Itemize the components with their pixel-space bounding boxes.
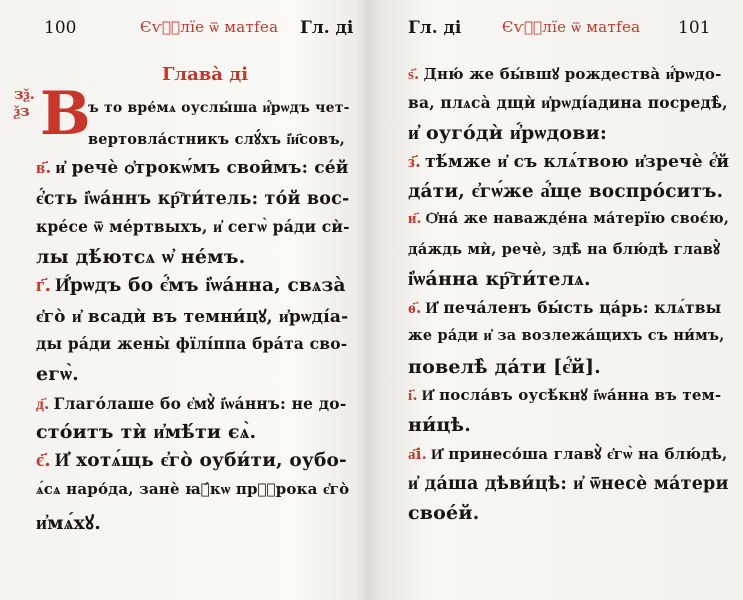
text-line bbox=[408, 444, 727, 464]
verse-text: ва, плѧса̀ дщѝ и҆рѡді́адина посредѣ̀, bbox=[408, 93, 728, 113]
text-line bbox=[408, 414, 471, 436]
text-line bbox=[408, 298, 721, 318]
verse-text: є҆го̀ и҆ всадѝ въ темни́цꙋ, и҆рѡді́а- bbox=[36, 307, 349, 328]
text-line bbox=[36, 509, 101, 535]
verse-text: да́ти, є҆гѡ́же а҆́ще воспро́ситъ. bbox=[408, 180, 724, 202]
text-line bbox=[408, 385, 721, 405]
left-page bbox=[0, 0, 365, 600]
running-title: Єѵⷢ҇лїе ѿ матfеа bbox=[502, 18, 641, 36]
text-line bbox=[36, 450, 347, 472]
text-line bbox=[408, 122, 607, 145]
text-line bbox=[36, 188, 349, 209]
verse-text: кре́се ѿ ме́ртвыхъ, и҆ сегѡ̀ ра́ди сѝ- bbox=[36, 216, 350, 236]
margin-reading-note bbox=[14, 86, 35, 120]
verse-number: ѳ҃. bbox=[408, 297, 422, 317]
text-line bbox=[36, 217, 350, 237]
verse-text: и҆ оуго́дѝ и҆́рѡдови: bbox=[408, 122, 608, 145]
verse-text: є҆́сть і҆ѡа́ннъ кр҇ти́тель: то́й вос- bbox=[36, 188, 350, 209]
verse-number: г҃. bbox=[36, 275, 52, 297]
verse-text: И҆ хотѧ́щь є҆го̀ оуби́ти, оубо- bbox=[54, 450, 347, 472]
verse-text: и҆ да́ша дѣви́цѣ: и҆ ѿнесѐ ма́тери bbox=[408, 473, 729, 494]
text-line bbox=[88, 129, 345, 149]
verse-text: ни́цѣ. bbox=[408, 414, 472, 437]
verse-text: И҆ принесо́ша главꙋ̀ є҆гѡ̀ на блю́дѣ, bbox=[431, 444, 728, 463]
verse-number: д҃. bbox=[36, 394, 50, 413]
text-line bbox=[36, 392, 346, 414]
text-line bbox=[36, 275, 346, 297]
text-line bbox=[88, 100, 350, 117]
right-header bbox=[378, 18, 743, 46]
verse-text: вертовла́стникъ слꙋ́хъ і҆и҃совъ, bbox=[88, 131, 346, 149]
text-line bbox=[408, 93, 728, 113]
text-line bbox=[408, 356, 601, 379]
margin-note-line: ѯз bbox=[14, 102, 30, 120]
verse-number: а҃і. bbox=[408, 444, 428, 463]
page-number: 100 bbox=[44, 18, 77, 38]
verse-number: в҃. bbox=[36, 158, 52, 179]
verse-text: свое́й. bbox=[408, 502, 480, 524]
text-line bbox=[408, 152, 729, 172]
text-line bbox=[408, 210, 729, 228]
text-line bbox=[408, 327, 725, 345]
chapter-reference: Гл. ді bbox=[300, 18, 354, 38]
margin-note-line: зѯ. bbox=[14, 85, 35, 103]
text-line bbox=[36, 480, 349, 499]
verse-text: егѡ̀. bbox=[36, 362, 79, 385]
verse-text: же ра́ди и҆ за возлежа́щихъ съ ни́мъ, bbox=[408, 326, 725, 344]
right-page bbox=[378, 0, 743, 600]
verse-text: ѧ́сѧ наро́да, занѐ ꙗ҆́кѡ прⷪ҇рока є҆го̀ bbox=[36, 479, 350, 498]
verse-number: є҃. bbox=[36, 450, 51, 472]
text-line bbox=[408, 502, 479, 524]
chapter-reference: Гл. ді bbox=[408, 18, 462, 38]
text-line bbox=[408, 239, 720, 259]
verse-text: ды ра́ди жены̀ фїлі́ппа бра́та сво- bbox=[36, 333, 348, 353]
verse-text: ъ то вре́мѧ оуслы́ша и҆́рѡдъ чет- bbox=[88, 100, 350, 116]
page-number: 101 bbox=[678, 18, 711, 38]
text-line bbox=[408, 64, 722, 84]
verse-text: лы дѣ́ютсѧ ѡ҆ не́мъ. bbox=[36, 246, 246, 268]
verse-number: і҃. bbox=[408, 386, 418, 405]
verse-text: да́ждь мѝ, речѐ, здѣ̀ на блю́дѣ главꙋ̀ bbox=[408, 241, 721, 259]
text-line bbox=[36, 421, 256, 444]
text-line bbox=[408, 268, 591, 291]
text-line bbox=[408, 181, 723, 203]
text-line bbox=[36, 246, 245, 269]
text-line bbox=[36, 158, 349, 178]
left-header bbox=[0, 18, 365, 46]
verse-number: ѕ҃. bbox=[408, 65, 420, 83]
verse-text: тѣ́мже и҆ съ клѧ́твою и҆зречѐ є҆́й bbox=[425, 151, 730, 172]
verse-text: И҆ печа́ленъ бы́сть ца́рь: клѧ́твы bbox=[425, 297, 722, 317]
drop-cap: В bbox=[40, 79, 91, 149]
verse-text: и҆мѧ́хꙋ. bbox=[36, 511, 102, 534]
verse-text: і҆ѡа́нна кр҇ти́телѧ. bbox=[408, 268, 591, 291]
text-line bbox=[36, 363, 79, 386]
verse-text: сто́итъ тѝ и҆мѣ́ти єѧ̀. bbox=[36, 421, 257, 444]
text-line bbox=[36, 304, 348, 327]
verse-text: И҆́рѡдъ бо є҆́мъ і҆ѡа́нна, свѧза̀ bbox=[55, 275, 346, 297]
text-line bbox=[408, 473, 729, 494]
verse-text: Дню́ же бы́вшꙋ рождества̀ и҆́рѡдо- bbox=[423, 65, 722, 83]
verse-number: и҃. bbox=[408, 210, 422, 227]
verse-number: з҃. bbox=[408, 151, 422, 172]
verse-text: Ѻ҆на́ же наважде́на ма́терїю своє́ю, bbox=[425, 210, 730, 227]
running-title: Єѵⷢ҇лїе ѿ матfеа bbox=[140, 18, 279, 36]
verse-text: повелѣ̀ да́ти [є҆́й]. bbox=[408, 356, 601, 378]
verse-text: И҆ посла́въ оусѣ́кнꙋ і҆ѡа́нна въ тем- bbox=[421, 386, 722, 405]
verse-text: и҆ речѐ ѻ҆трокѡ́мъ свои̑мъ: се́й bbox=[55, 158, 349, 179]
verse-text: Глаго́лаше бо є҆мꙋ̀ і҆ѡа́ннъ: не до- bbox=[53, 394, 347, 413]
text-line bbox=[36, 334, 347, 353]
chapter-title: Глава̀ ді bbox=[162, 64, 249, 85]
